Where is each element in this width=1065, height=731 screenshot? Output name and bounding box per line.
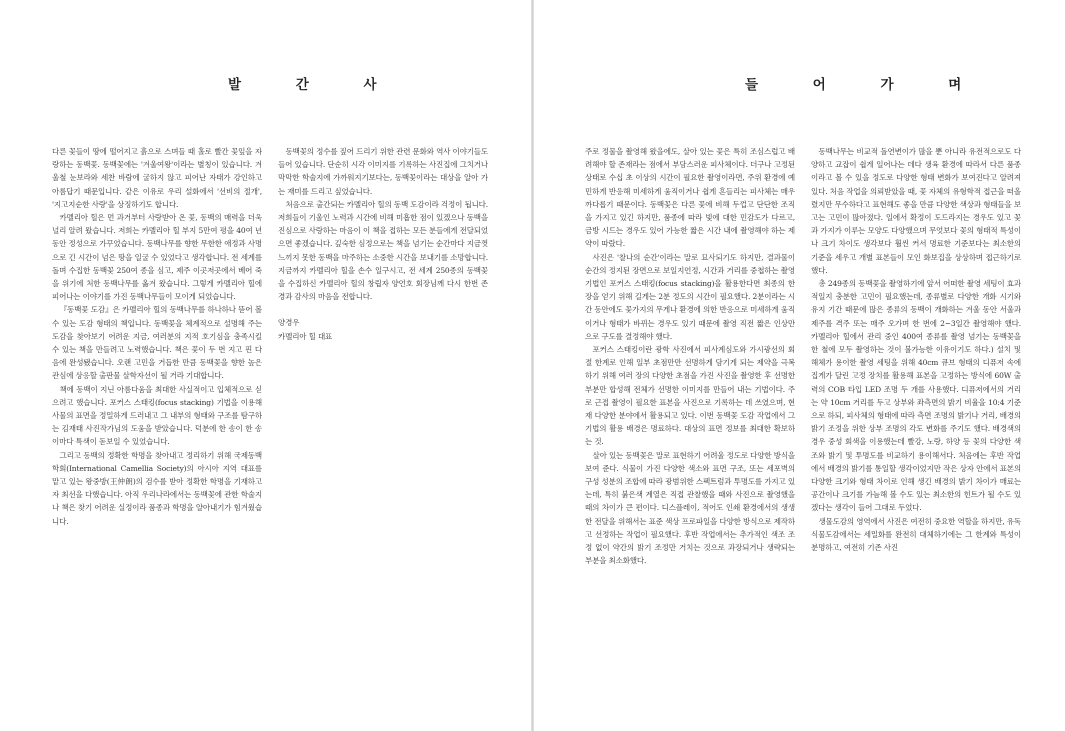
- signature-name: 양경우: [278, 318, 300, 328]
- signature-role: 카멜리아 힐 대표: [278, 331, 333, 341]
- right-page-column-1: [585, 145, 795, 705]
- paragraph: 『동백꽃 도감』은 카멜리아 힐의 동백나무를 하나하나 뜯어 볼 수 있는 도감 형태의 책입니다. 동백꽃을 체계적으로 설명해 주는 도감을 찾아보기 어려운 지금, 여러분의 지적 호기심을 충족시킬 수 있는 책을 만들려고 노력했습니다. 책은 꽃이 두 번 지고 핀 다음에 완성됐습니다. 오랜 고민을 거듭한 만큼 동백꽃을 향한 높은 관심에 상응할 출판물 살학자선이 될 거라 기대합니다.: [52, 305, 262, 381]
- paragraph: 카멜리아 힐은 먼 과거부터 사랑받아 온 꽃, 동백의 매력을 더욱 널리 알려 왔습니다. 저희는 카멜리아 힐 부지 5만여 평을 40여 년 동안 정성으로 가꾸었습니다. 동백나무를 향한 무한한 애정과 사명으로 긴 시간이 넘은 땅을 일굴 수 있었다고 생각합니다. 전 세계를 돌며 수집한 동백꽃 250여 종을 심고, 제주 이곳저곳에서 베어 죽을 위기에 처한 동백나무를 옮겨 왔습니다. 그렇게 카멜리아 힐에 피어나는 이야기를 가진 동백나무들이 모이게 되었습니다.: [52, 213, 262, 302]
- paragraph: 책에 동백이 지닌 아름다움을 최대한 사실적이고 입체적으로 싣으려고 했습니다. 포커스 스태킹(focus stacking) 기법을 이용해 사물의 표면을 정밀하게 드러내고 그 내부의 형태와 구조를 탐구하는 김재태 사진작가님의 도움을 받았습니다. 덕분에 한 송이 한 송이마다 특색이 돋보일 수 있었습니다.: [52, 384, 262, 447]
- paragraph: 처음으로 출간되는 카멜리아 힐의 동백 도감이라 걱정이 됩니다. 저희들이 기울인 노력과 시간에 비해 미흡한 점이 있겠으나 동백을 진심으로 사랑하는 마음이 이 책을 접하는 모든 분들에게 전달되었으면 좋겠습니다. 깊숙한 심정으로는 책을 넘기는 순간마다 지금껏 느끼지 못한 동백을 마주하는 소중한 시간을 보내기를 소망합니다. 지금까지 카멜리아 힐을 손수 일구시고, 전 세계 250종의 동백꽃을 수집하신 카멜리아 힐의 창립자 양언호 회장님께 다시 한번 존경과 감사의 마음을 전합니다.: [278, 199, 488, 302]
- paragraph: 살아 있는 동백꽃은 말로 표현하기 어려울 정도로 다양한 방식을 보여 준다. 식물이 가진 다양한 색소와 표면 구조, 또는 세포벽의 구성 성분의 조합에 따라 광범위한 스펙트럼과 투명도를 가지고 있는데, 특히 붉은색 계열은 직접 관찰했을 때와 사진으로 촬영했을 때의 차이가 큰 편이다. 디스플레이, 적어도 인쇄 환경에서의 생생한 전달을 위해서는 표준 색상 프로파일을 다양한 방식으로 제작하고 선정하는 작업이 필요했다. 후반 작업에서는 추가적인 색조 조정 없이 약간의 밝기 조정만 거치는 것으로 과장되거나 생략되는 부분을 최소화했다.: [585, 450, 795, 566]
- paragraph: 다른 꽃들이 땅에 떨어지고 흙으로 스며들 때 홀로 빨간 꽃잎을 자랑하는 동백꽃. 동백꽃에는 '겨울여왕'이라는 별칭이 있습니다. 겨울철 눈보라와 세찬 바람에 굴하지 않고 피어난 자태가 강인하고 아름답기 때문입니다. 같은 이유로 우리 설화에서 '선비의 절개', '지고지순한 사랑'을 상징하기도 합니다.: [52, 147, 262, 209]
- paragraph: 사진은 '찰나의 순간'이라는 말로 묘사되기도 하지만, 결과물이 순간의 정지된 장면으로 보일지언정, 시간과 거리를 중첩하는 촬영 기법인 포커스 스태킹(focus stacking)을 활용한다면 최종의 한 장을 얻기 위해 길게는 2분 정도의 시간이 필요했다. 2분이라는 시간 동안에도 꽃가지의 무게나 환경에 의한 반응으로 미세하게 움직이거나 형태가 바뀌는 경우도 있기 때문에 촬영 직전 짧은 인상만으로 구도를 결정해야 했다.: [585, 252, 795, 341]
- paragraph: 동백나무는 비교적 돌연변이가 많을 뿐 아니라 유전적으로도 다양하고 교잡이 쉽게 일어나는 데다 생육 환경에 따라서 다른 품종이라고 볼 수 있을 정도로 다양한 형태 변화가 보여진다고 알려져 있다. 처음 작업을 의뢰받았을 때, 꽃 자체의 유형학적 접근을 떠올렸지만 무수하다고 표현해도 좋을 만큼 다양한 색상과 형태들을 보고는 고민이 많아졌다. 일에서 확정이 도드라지는 경우도 있고 꽃과 가지가 이루는 모양도 다양했으며 무엇보다 꽃의 형태적 특성이나 크기 차이도 생각보다 훨씬 커서 명료한 기준보다는 최소한의 기준을 세우고 개별 표본들이 모인 화보집을 상상하며 접근하기로 했다.: [811, 147, 1021, 275]
- right-page-title: 들 어 가 며: [745, 77, 987, 93]
- left-page-column-2: [278, 145, 488, 705]
- book-gutter: [531, 0, 534, 731]
- left-page-title: 발 간 사: [228, 77, 402, 93]
- right-page-column-2: [811, 145, 1021, 705]
- paragraph: 총 249종의 동백꽃을 촬영하기에 앞서 어떠한 촬영 세팅이 효과적일지 충분한 고민이 필요했는데, 종류별로 다양한 개화 시기와 유지 기간 때문에 많은 종류의 동백이 개화하는 겨울 동안 서울과 제주를 격주 또는 매주 오가며 한 번에 2~3일간 촬영해야 했다. 카멜리아 힐에서 관리 중인 400여 종류를 촬영 넘기는 동백꽃을 한 철에 모두 촬영하는 것이 불가능한 이유이기도 하다.) 설치 및 해체가 용이한 촬영 세팅을 위해 40cm 큐브 형태의 디퓨저 속에 집게가 달린 고정 장치를 활용해 표본을 고정하는 방식에 60W 출력의 COB 타입 LED 조명 두 개를 사용했다. 디퓨저에서의 거리는 약 10cm 거리를 두고 상부와 좌측면의 밝기 비율을 10:4 기준으로 하되, 피사체의 형태에 따라 측면 조명의 밝기나 거리, 배경의 밝기 조정을 위한 상부 조명의 각도 변화를 주기도 했다. 배경색의 경우 중성 회색을 이용했는데 빨강, 노랑, 하양 등 꽃의 다양한 색조와 밝기 및 투명도를 비교하기 용이해서다. 처음에는 후반 작업에서 배경의 밝기를 통일할 생각이었지만 작은 상자 안에서 표본의 다양한 크기와 형태 차이로 인해 생긴 배경의 밝기 차이가 매료는 공간이나 크기를 가늠해 볼 수도 있는 최소한의 힌트가 될 수도 있겠다는 생각이 들어 그대로 두었다.: [811, 279, 1021, 513]
- paragraph: 그리고 동백의 정확한 학명을 찾아내고 정리하기 위해 국제동백학회(International Camellia Society)의 아시아 지역 대표를 맡고 있는 왕중방(王仲朗)의 검수를 받아 정확한 학명을 기재하고자 최선을 다했습니다. 아직 우리나라에서는 동백꽃에 관한 학술지나 책은 찾기 어려운 실정이라 품종과 학명을 알아내기가 힘겨웠습니다.: [52, 450, 262, 526]
- paragraph: 생물도감의 영역에서 사진은 여전히 중요한 역할을 하지만, 유독 식물도감에서는 세밀화를 완전히 대체하기에는 그 한계와 특성이 분명하고, 여전히 기존 사진: [811, 516, 1021, 553]
- paragraph: 포커스 스태킹이란 광학 사진에서 피사계심도와 가시광선의 회절 한계로 인해 일부 초점만만 선명하게 담기게 되는 제약을 극복하기 위해 여러 장의 다양한 초점을 가진 사진을 촬영한 후 선명한 부분만 합성해 전체가 선명한 이미지를 만들어 내는 기법이다. 주로 근접 촬영이 필요한 표본을 사진으로 기록하는 데 쓰였으며, 현재 다양한 분야에서 활용되고 있다. 이번 동백꽃 도감 작업에서 그 기법의 활용 배경은 명료하다. 대상의 표면 정보를 최대한 확보하는 것.: [585, 345, 795, 447]
- paragraph: 주로 정물을 촬영해 왔을에도, 살아 있는 꽃은 특히 조심스럽고 배려해야 할 존재라는 점에서 부담스러운 피사체이다. 더구나 고정된 상태로 수십 초 이상의 시간이 필요한 촬영이라면, 주위 환경에 예민하게 반응해 미세하게 움직이거나 쉽게 흔들리는 피사체는 매우 까다롭기 때문이다. 동백꽃은 다른 꽃에 비해 두껍고 단단한 조직을 가지고 있긴 하지만, 품종에 따라 빛에 대한 민감도가 다르고, 금방 시드는 경우도 있어 가능한 짧은 시간 내에 촬영해야 하는 제약이 따랐다.: [585, 147, 795, 249]
- left-page-column-1: [52, 145, 262, 705]
- paragraph: 동백꽃의 정수를 짚어 드리기 위한 관련 문화와 역사 이야기들도 들어 있습니다. 단순히 시각 이미지를 기록하는 사진집에 그치거나 막막한 학술지에 가까워지기보다는, 동백꽃이라는 대상을 알아 가는 재미를 드리고 싶었습니다.: [278, 147, 488, 196]
